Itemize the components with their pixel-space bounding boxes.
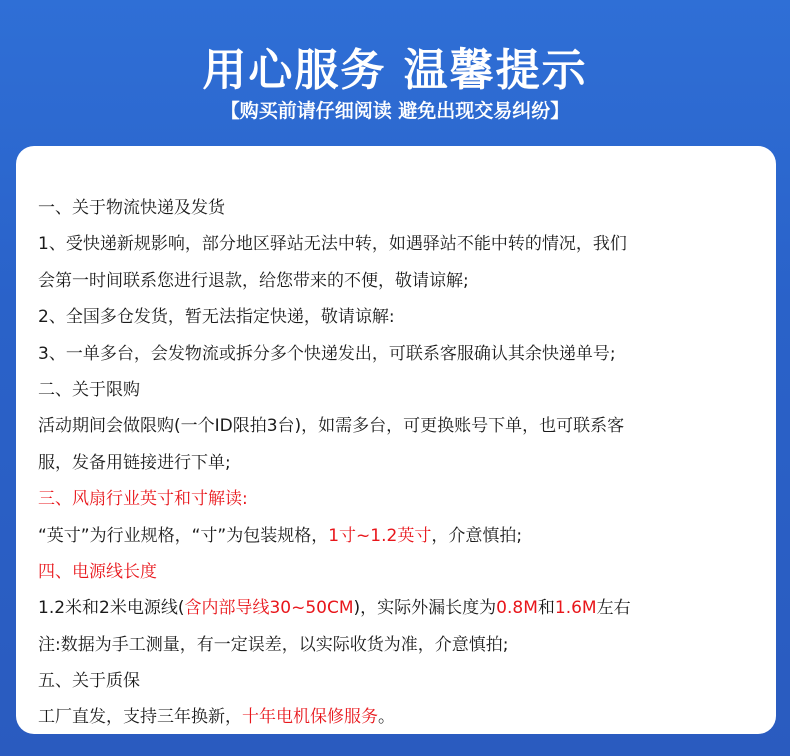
notice-text: 一、关于物流快递及发货 [38, 198, 225, 218]
notice-text: 活动期间会做限购(一个ID限拍3台)，如需多台，可更换账号下单，也可联系客 [38, 416, 625, 437]
highlight-text: 1寸~1.2英寸 [328, 525, 432, 546]
notice-text: 会第一时间联系您进行退款，给您带来的不便，敬请谅解; [38, 270, 469, 291]
notice-line [38, 590, 758, 626]
notice-content [38, 190, 758, 736]
notice-line [38, 263, 758, 299]
notice-text: 二、关于限购 [38, 379, 140, 400]
page-title: 用心服务 温馨提示 [202, 45, 588, 96]
notice-line [38, 372, 758, 408]
notice-text: 1.2米和2米电源线( [38, 598, 185, 619]
notice-text: 工厂直发，支持三年换新， [38, 707, 242, 728]
highlight-text: 十年电机保修服务 [242, 707, 378, 728]
notice-line [38, 663, 758, 699]
notice-text: “英寸”为行业规格，“寸”为包装规格， [38, 525, 329, 546]
notice-line [38, 554, 758, 590]
notice-text: 2、全国多仓发货，暂无法指定快递，敬请谅解: [38, 307, 395, 328]
notice-line [38, 481, 758, 517]
notice-text: 1、受快递新规影响，部分地区驿站无法中转，如遇驿站不能中转的情况，我们 [38, 234, 627, 255]
notice-text: 和 [537, 598, 555, 619]
notice-text: 。 [378, 707, 395, 728]
notice-line [38, 299, 758, 335]
notice-line [38, 627, 758, 663]
notice-line [38, 336, 758, 372]
notice-line [38, 699, 758, 735]
notice-line [38, 445, 758, 481]
notice-text: 五、关于质保 [38, 671, 140, 692]
notice-text: 服，发备用链接进行下单; [38, 452, 231, 473]
highlight-text: 三、风扇行业英寸和寸解读: [38, 489, 248, 510]
notice-text: 3、一单多台，会发物流或拆分多个快递发出，可联系客服确认其余快递单号; [38, 343, 616, 364]
notice-line [38, 226, 758, 262]
notice-text: 左右 [596, 598, 631, 619]
highlight-text: 0.8M [496, 598, 538, 619]
highlight-text: 1.6M [554, 598, 597, 619]
highlight-text: 含内部导线30~50CM [184, 598, 354, 619]
notice-line [38, 190, 758, 226]
notice-text: 注:数据为手工测量，有一定误差，以实际收货为准，介意慎拍; [38, 634, 509, 655]
page-subtitle: 【购买前请仔细阅读 避免出现交易纠纷】 [220, 100, 570, 122]
notice-text: ，介意慎拍; [431, 525, 523, 546]
notice-line [38, 408, 758, 444]
highlight-text: 四、电源线长度 [38, 561, 157, 582]
notice-line [38, 518, 758, 554]
notice-text: )，实际外漏长度为 [353, 598, 497, 619]
